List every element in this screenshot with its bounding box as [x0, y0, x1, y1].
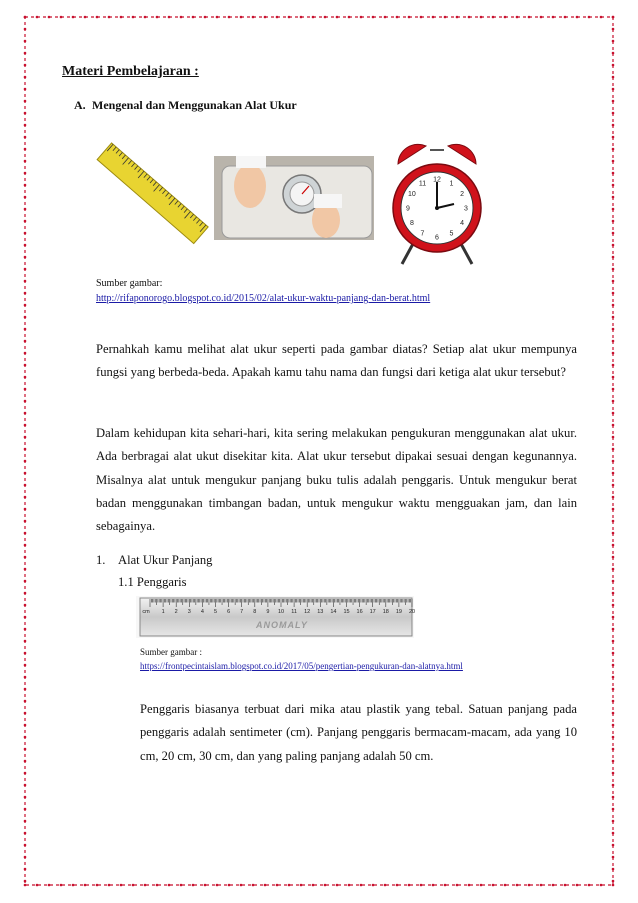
ruler-number: 4 — [200, 609, 204, 615]
ruler-number: 19 — [395, 609, 402, 615]
ruler-number: 8 — [253, 609, 257, 615]
list-heading — [96, 553, 212, 568]
ruler-number: 13 — [317, 609, 324, 615]
page-title: Materi Pembelajaran : — [62, 64, 199, 79]
section-heading — [74, 98, 297, 113]
ruler-number: 12 — [304, 609, 311, 615]
svg-text:6: 6 — [435, 234, 439, 242]
ruler-number: 9 — [266, 609, 270, 615]
ruler-number: 17 — [369, 609, 376, 615]
ruler-brand-text: ANOMALY — [256, 620, 308, 630]
paragraph-2: Dalam kehidupan kita sehari-hari, kita sering melakukan pengukuran menggunakan alat ukur. Ada berbragai alat ukut disekitar kita. Alat ukur tersebut dipakai sesuai dengan kegunannya. Misalnya alat untuk mengukur panjang buku tulis adalah penggaris. Untuk mengukur berat badan menggunakan timbangan badan, untuk mengukur waktu mengguakan jam, dan lain sebagainya. — [96, 426, 577, 534]
svg-text:7: 7 — [420, 230, 425, 238]
svg-text:8: 8 — [409, 220, 414, 227]
ruler-number: 5 — [213, 609, 218, 615]
alarm-clock-image — [388, 134, 486, 270]
svg-text:1: 1 — [449, 180, 454, 188]
svg-text:2: 2 — [460, 191, 465, 198]
svg-text:3: 3 — [464, 205, 468, 213]
svg-text:10: 10 — [408, 191, 416, 198]
svg-text:5: 5 — [449, 230, 454, 238]
ruler-number: 14 — [330, 609, 337, 615]
list-title: Alat Ukur Panjang — [118, 553, 213, 567]
sub-heading: 1.1 Penggaris — [118, 575, 187, 589]
svg-text:4: 4 — [460, 220, 465, 227]
ruler-number: 3 — [187, 609, 191, 615]
paragraph-1: Pernahkah kamu melihat alat ukur seperti pada gambar diatas? Setiap alat ukur mempunya fungsi yang berbeda-beda. Apakah kamu tahu nama dan fungsi dari ketiga alat ukur tersebut? — [96, 342, 577, 380]
ruler-number: 15 — [343, 609, 350, 615]
measuring-tools-figure — [96, 134, 486, 274]
list-number: 1. — [96, 553, 106, 567]
section-title: Mengenal dan Menggunakan Alat Ukur — [92, 98, 297, 112]
section-marker: A. — [74, 98, 86, 112]
ruler-number: 1 — [161, 609, 165, 615]
figure1-caption-label: Sumber gambar: — [96, 278, 163, 289]
scale-image — [214, 156, 374, 240]
figure1-source-link[interactable]: http://rifaponorogo.blogspot.co.id/2015/02/alat-ukur-waktu-panjang-dan-berat.html — [96, 293, 431, 304]
ruler-number: 16 — [356, 609, 363, 615]
paragraph-3: Penggaris biasanya terbuat dari mika atau plastik yang tebal. Satuan panjang pada penggaris adalah sentimeter (cm). Panjang penggaris bermacam-macam, ada yang 10 cm, 20 cm, 30 cm, dan yang paling panjang adalah 50 cm. — [140, 702, 577, 763]
ruler-number: 6 — [227, 609, 231, 615]
ruler-number: 11 — [291, 609, 297, 615]
svg-text:11: 11 — [418, 180, 427, 188]
svg-text:12: 12 — [433, 176, 441, 184]
steel-ruler-image — [136, 596, 414, 638]
ruler-number: 10 — [277, 609, 285, 615]
svg-text:9: 9 — [406, 205, 410, 213]
figure2-caption-label: Sumber gambar : — [140, 647, 202, 657]
ruler-image — [96, 138, 208, 250]
ruler-number: 20 — [408, 609, 416, 615]
figure2-source-link[interactable]: https://frontpecintaislam.blogspot.co.id/2017/05/pengertian-pengukuran-dan-alatnya.html — [140, 661, 463, 671]
ruler-number: 18 — [382, 609, 389, 615]
ruler-number: 7 — [240, 609, 244, 615]
ruler-number: cm — [142, 609, 150, 615]
ruler-number: 2 — [174, 609, 178, 615]
